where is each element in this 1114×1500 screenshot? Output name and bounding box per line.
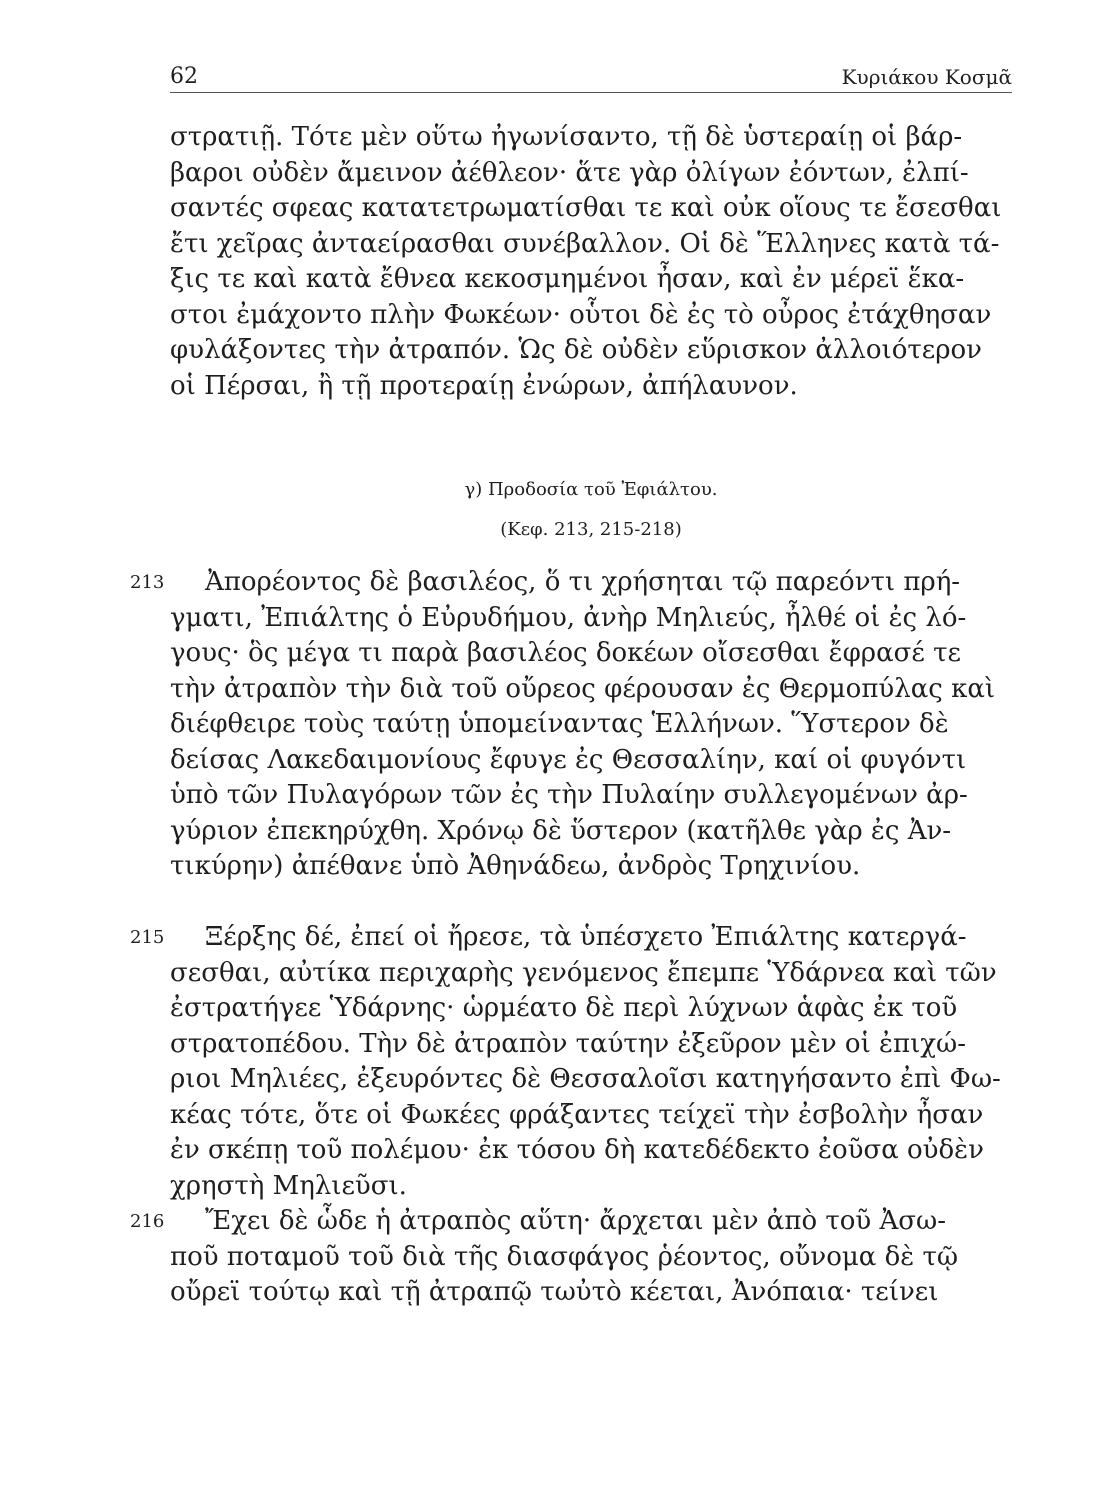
chapter-number-213: 213 bbox=[130, 572, 165, 593]
running-head-author: Κυριάκου Κοσμᾶ bbox=[841, 65, 1012, 89]
section-title: γ) Προδοσία τοῦ Ἐφιάλτου. bbox=[464, 479, 718, 500]
chapter-number-216: 216 bbox=[130, 1211, 165, 1232]
chapter-216-text: Ἔχει δὲ ὧδε ἡ ἀτραπὸς αὕτη· ἄρχεται μὲν ἀπὸ τοῦ Ἀσω- ποῦ ποταμοῦ τοῦ διὰ τῆς διασφάγος ῥέοντος, οὔνομα δὲ τῷ οὔρεϊ τούτῳ καὶ τῇ ἀτραπῷ τωὐτὸ κέεται, Ἀνόπαια· τείνει bbox=[170, 1206, 959, 1307]
intro-paragraph: στρατιῇ. Τότε μὲν οὕτω ἠγωνίσαντο, τῇ δὲ ὑστεραίῃ οἱ βάρ- βαροι οὐδὲν ἄμεινον ἀέθλεον· ἅτε γὰρ ὀλίγων ἐόντων, ἐλπί- σαντές σφεας κατατετρωματίσθαι τε καὶ οὐκ οἵους τε ἔσεσθαι ἔτι χεῖρας ἀνταείρασθαι συνέβαλλον. Οἱ δὲ Ἕλληνες κατὰ τά- ξις τε καὶ κατὰ ἔθνεα κεκοσμημένοι ἦσαν, καὶ ἐν μέρεϊ ἕκα- στοι ἐμάχοντο πλὴν Φωκέων· οὗτοι δὲ ἐς τὸ οὖρος ἐτάχθησαν φυλάξοντες τὴν ἀτραπόν. Ὡς δὲ οὐδὲν εὕρισκον ἀλλοιότερον οἱ Πέρσαι, ἢ τῇ προτεραίῃ ἐνώρων, ἀπήλαυνον. bbox=[170, 122, 1002, 401]
chapter-213-text: Ἀπορέοντος δὲ βασιλέος, ὅ τι χρήσηται τῷ παρεόντι πρή- γματι, Ἐπιάλτης ὁ Εὐρυδήμου, ἀνὴρ Μηλιεύς, ἦλθέ οἱ ἐς λό- γους· ὃς μέγα τι παρὰ βασιλέος δοκέων οἴσεσθαι ἔφρασέ τε τὴν ἀτραπὸν τὴν διὰ τοῦ οὔρεος φέρουσαν ἐς Θερμοπύλας καὶ διέφθειρε τοὺς ταύτῃ ὑπομείναντας Ἑλλήνων. Ὕστερον δὲ δείσας Λακεδαιμονίους ἔφυγε ἐς Θεσσαλίην, καί οἱ φυγόντι ὑπὸ τῶν Πυλαγόρων τῶν ἐς τὴν Πυλαίην συλλεγομένων ἀρ- γύριον ἐπεκηρύχθη. Χρόνῳ δὲ ὕστερον (κατῆλθε γὰρ ἐς Ἀν- τικύρην) ἀπέθανε ὑπὸ Ἀθηνάδεω, ἀνδρὸς Τρηχινίου. bbox=[170, 567, 996, 881]
page-number: 62 bbox=[170, 64, 198, 89]
section-reference: (Κεφ. 213, 215-218) bbox=[500, 519, 682, 540]
running-head bbox=[170, 62, 1012, 93]
chapter-number-215: 215 bbox=[130, 927, 165, 948]
chapter-215-text: Ξέρξης δέ, ἐπεί οἱ ἤρεσε, τὰ ὑπέσχετο Ἐπιάλτης κατεργά- σεσθαι, αὐτίκα περιχαρὴς γενόμενος ἔπεμπε Ὑδάρνεα καὶ τῶν ἐστρατήγεε Ὑδάρνης· ὡρμέατο δὲ περὶ λύχνων ἁφὰς ἐκ τοῦ στρατοπέδου. Τὴν δὲ ἀτραπὸν ταύτην ἐξεῦρον μὲν οἱ ἐπιχώ- ριοι Μηλιέες, ἐξευρόντες δὲ Θεσσαλοῖσι κατηγήσαντο ἐπὶ Φω- κέας τότε, ὅτε οἱ Φωκέες φράξαντες τείχεϊ τὴν ἐσβολὴν ἦσαν ἐν σκέπῃ τοῦ πολέμου· ἐκ τόσου δὴ κατεδέδεκτο ἐοῦσα οὐδὲν χρηστὴ Μηλιεῦσι. bbox=[170, 922, 1001, 1201]
